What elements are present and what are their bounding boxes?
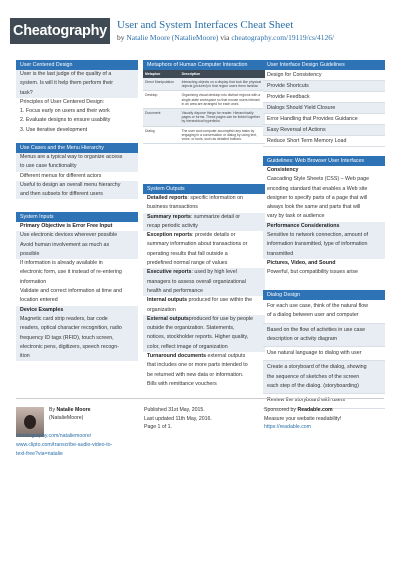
text-line bbox=[143, 231, 265, 240]
page-title: User and System Interfaces Cheat Sheet bbox=[117, 19, 294, 31]
bold-term: Consistency bbox=[267, 167, 299, 173]
footer-links bbox=[16, 432, 112, 459]
section-heading: User Centered Design bbox=[16, 60, 138, 70]
sponsor-name[interactable]: Readable.com bbox=[297, 407, 333, 413]
text-line bbox=[263, 240, 385, 249]
line-text: electronic pens, digitizers, speech recogn- bbox=[20, 343, 119, 350]
text-line bbox=[16, 343, 138, 352]
text-line: Review the storyboard with users bbox=[267, 397, 346, 404]
text-line: Different menus for different actors bbox=[20, 172, 102, 179]
line-text: Bills with remittance vouchers bbox=[147, 380, 217, 387]
bold-term: Exception reports bbox=[147, 232, 193, 239]
text-line bbox=[143, 371, 265, 380]
line-text: that includes one or more parts intended to bbox=[147, 362, 248, 369]
text-line bbox=[143, 296, 265, 305]
section-body bbox=[16, 70, 138, 135]
text-line bbox=[16, 222, 138, 231]
text-line bbox=[143, 240, 265, 249]
text-line: task? bbox=[16, 89, 138, 98]
text-line: User is the last judge of the quality of a bbox=[16, 70, 138, 79]
text-line bbox=[263, 212, 385, 221]
text-line bbox=[143, 250, 265, 259]
text-line bbox=[143, 203, 265, 212]
published-date: Published 31st May, 2015. bbox=[144, 407, 205, 413]
text-line bbox=[16, 324, 138, 333]
text-line bbox=[143, 333, 265, 342]
text-line: each step of the dialog. (storyboarding) bbox=[267, 383, 359, 390]
line-text: vary by task or audience bbox=[267, 213, 325, 220]
line-text: information transmitted, type of information bbox=[267, 241, 368, 248]
line-text: external outputs bbox=[206, 353, 246, 360]
line-text: frequency ID tags (RFID), touch screen, bbox=[20, 334, 114, 341]
text-line bbox=[143, 306, 265, 315]
line-text: managers to assess overall organizational bbox=[147, 278, 246, 285]
table-header-description: Description bbox=[180, 70, 265, 78]
text-line bbox=[143, 361, 265, 370]
text-line: Useful to design an overall menu hierarchy bbox=[16, 181, 138, 190]
metaphor-description: Visually dispose things for reader. Hierarchically pages or forms. These pages can be linked together by hierarchical hyperlinks. bbox=[180, 109, 265, 127]
guidelines-list bbox=[263, 70, 385, 147]
list-item bbox=[263, 347, 385, 361]
metaphor-description: The user and computer accomplish any tasks by engaging in a conversation or dialog by using text, voice, or tools, such as detailed buttons. bbox=[180, 126, 265, 144]
text-line: and then subsets for different users bbox=[16, 190, 138, 199]
bold-term: Internal outputs bbox=[147, 297, 188, 304]
line-text: location entered bbox=[20, 297, 58, 304]
text-line bbox=[16, 259, 138, 268]
line-text: : provide details or bbox=[192, 232, 236, 239]
text-line bbox=[143, 278, 265, 287]
footer-author-name[interactable]: Natalie Moore bbox=[56, 407, 91, 413]
section-heading: Use Cases and the Menu Hierarchy bbox=[16, 143, 138, 153]
text-line bbox=[143, 315, 265, 324]
list-item bbox=[263, 361, 385, 394]
updated-date: Last updated 11th May, 2016. bbox=[144, 415, 212, 422]
text-line: description or activity diagram bbox=[267, 335, 338, 342]
line-text: always look the same and parts that will bbox=[267, 204, 361, 211]
line-text: produced for use by people bbox=[188, 315, 253, 322]
table-header-row bbox=[143, 70, 265, 78]
page-header bbox=[0, 0, 400, 60]
text-line bbox=[16, 287, 138, 296]
table-header-metaphor: Metaphor bbox=[143, 70, 180, 78]
footer-author bbox=[49, 406, 91, 422]
text-line bbox=[263, 222, 385, 231]
guideline-item: Dialogs Should Yield Closure bbox=[263, 103, 385, 114]
text-line bbox=[143, 259, 265, 268]
line-text: health and performance bbox=[147, 287, 203, 294]
line-text: outside the organization. Statements, bbox=[147, 325, 235, 332]
guideline-item: Error Handling that Provides Guidance bbox=[263, 114, 385, 125]
footer-author-handle: (NatalieMoore) bbox=[49, 415, 84, 421]
bold-term: Detailed reports bbox=[147, 195, 188, 201]
line-text: possible bbox=[20, 250, 40, 257]
guideline-item: Provide Feedback bbox=[263, 92, 385, 103]
text-line bbox=[16, 241, 138, 250]
text-line: For each use case, think of the natural flow bbox=[267, 303, 368, 309]
section-heading: Guidelines: Web Browser User Interfaces bbox=[263, 156, 385, 166]
bold-term: Primary Objective is Error Free Input bbox=[20, 223, 113, 229]
section-body bbox=[263, 166, 385, 278]
list-item bbox=[263, 300, 385, 324]
line-text: encoding standard that enables a Web site bbox=[267, 185, 368, 192]
author-link[interactable]: Natalie Moore (NatalieMoore) bbox=[126, 33, 219, 42]
line-text: produced for use within the bbox=[187, 297, 253, 304]
table-row bbox=[143, 109, 265, 127]
footer-by: By bbox=[49, 407, 57, 413]
text-line bbox=[143, 213, 265, 222]
section-ui-guidelines bbox=[263, 60, 385, 147]
sponsor-prefix: Sponsored by bbox=[264, 407, 298, 413]
text-line bbox=[263, 231, 385, 240]
byline bbox=[117, 33, 334, 42]
cheatography-logo[interactable]: Cheatography bbox=[10, 18, 110, 44]
line-text: readers, optical character recognition, radio bbox=[20, 325, 122, 332]
metaphor-name: Document bbox=[143, 109, 180, 127]
text-line bbox=[16, 334, 138, 343]
guideline-item: Design for Consistency bbox=[263, 70, 385, 81]
text-line: Use natural language to dialog with user bbox=[267, 350, 362, 357]
line-text: Use electronic devices wherever possible bbox=[20, 232, 118, 239]
line-text: electronic form, use it instead of re-entering bbox=[20, 269, 122, 276]
text-line bbox=[16, 278, 138, 287]
text-line: Create a storyboard of the dialog, showing bbox=[267, 364, 367, 371]
footer-publish-info bbox=[144, 406, 212, 432]
line-text: : summarize detail or bbox=[190, 213, 241, 220]
text-line bbox=[263, 250, 385, 259]
section-body bbox=[143, 194, 265, 389]
line-text: recap periodic activity bbox=[147, 222, 198, 229]
metaphor-name: Desktop bbox=[143, 91, 180, 109]
section-heading: System Outputs bbox=[143, 184, 265, 194]
line-text: transmitted bbox=[267, 250, 294, 257]
footer-link-clipto[interactable]: www.clipto.com/transcribe-audio-video-to- bbox=[16, 442, 113, 448]
text-line bbox=[263, 175, 385, 184]
bold-term: Executive reports bbox=[147, 269, 192, 276]
section-heading: Metaphors of Human Computer Interaction bbox=[143, 60, 265, 70]
text-line bbox=[263, 194, 385, 203]
section-heading: System Inputs bbox=[16, 212, 138, 222]
byline-via: via bbox=[218, 33, 232, 42]
line-text: Validate and correct information at time and bbox=[20, 288, 123, 295]
line-text: notices, stockholder reports. Higher quality, bbox=[147, 334, 249, 341]
guideline-item: Provide Shortcuts bbox=[263, 81, 385, 92]
bold-term: Device Examples bbox=[20, 306, 64, 313]
text-line bbox=[16, 352, 138, 361]
section-user-centered-design bbox=[16, 60, 138, 135]
byline-prefix: by bbox=[117, 33, 127, 42]
text-line bbox=[263, 166, 385, 175]
section-heading: User Interface Design Guidelines bbox=[263, 60, 385, 70]
section-heading: Dialog Design bbox=[263, 290, 385, 300]
text-line bbox=[143, 194, 265, 203]
section-body bbox=[16, 222, 138, 361]
section-web-browser-guidelines bbox=[263, 156, 385, 278]
footer-sponsor bbox=[264, 406, 341, 432]
sponsor-url-link[interactable]: https://readable.com bbox=[264, 424, 312, 430]
bold-term: Summary reports bbox=[147, 213, 191, 220]
text-line: Based on the flow of activities in use case bbox=[267, 326, 366, 333]
section-use-cases-menu bbox=[16, 143, 138, 199]
text-line: 1. Focus early on users and their work bbox=[20, 108, 110, 115]
text-line bbox=[143, 222, 265, 231]
bold-term: External outputs bbox=[147, 315, 189, 322]
line-text: color, reflect image of organization bbox=[147, 343, 228, 350]
line-text: designer to specify parts of a page that will bbox=[267, 194, 368, 201]
section-metaphors bbox=[143, 60, 265, 144]
section-dialog-design bbox=[263, 290, 385, 409]
guideline-item: Reduce Short Term Memory Load bbox=[263, 136, 385, 147]
text-line: system. Is will it help them perform their bbox=[16, 79, 138, 88]
table-row bbox=[143, 91, 265, 109]
line-text: operating results that fall outside a bbox=[147, 250, 228, 257]
line-text: business transactions bbox=[147, 204, 198, 211]
text-line bbox=[143, 380, 265, 389]
text-line bbox=[16, 268, 138, 277]
footer-link-clipto-cont[interactable]: text-free?via=natalie bbox=[16, 451, 63, 457]
text-line: 3. Use iterative development bbox=[20, 126, 88, 133]
text-line bbox=[16, 250, 138, 259]
text-line bbox=[143, 343, 265, 352]
text-line bbox=[16, 315, 138, 324]
line-text: Sensitive to network connection, amount of bbox=[267, 232, 368, 239]
line-text: predefined normal range of values bbox=[147, 260, 228, 267]
line-text: : specific information on bbox=[187, 195, 243, 201]
line-text: : used by high level bbox=[191, 269, 237, 276]
line-text: Cascading Style Sheets (CSS) – Web page bbox=[267, 176, 370, 183]
text-line bbox=[143, 287, 265, 296]
footer-link-profile[interactable]: cheatography.com/nataliemoore/ bbox=[16, 433, 92, 439]
line-text: If information is already available in bbox=[20, 260, 103, 267]
line-text: Avoid human involvement as much as bbox=[20, 241, 110, 248]
table-row bbox=[143, 78, 265, 91]
page-number: Page 1 of 1. bbox=[144, 424, 172, 430]
text-line bbox=[143, 324, 265, 333]
text-line bbox=[263, 268, 385, 277]
line-text: summary information about transactions or bbox=[147, 241, 248, 248]
line-text: information bbox=[20, 278, 47, 285]
section-body bbox=[16, 153, 138, 199]
list-item bbox=[263, 324, 385, 348]
text-line: 2. Evaluate designs to ensure usability bbox=[20, 117, 111, 124]
text-line bbox=[16, 306, 138, 315]
line-text: Magnetic card strip readers, bar code bbox=[20, 315, 108, 322]
line-text: organization bbox=[147, 306, 176, 313]
text-line: to use case functionality bbox=[16, 162, 138, 171]
line-text: Powerful, but compatibility issues arise bbox=[267, 269, 358, 276]
section-body bbox=[263, 300, 385, 409]
metaphor-description: Interacting objects on a display that look like physical objects (pictured) in that region users them familiar. bbox=[180, 78, 265, 91]
metaphor-name: Direct Manipulation bbox=[143, 78, 180, 91]
metaphors-table bbox=[143, 70, 265, 144]
bold-term: Performance Considerations bbox=[267, 222, 340, 229]
metaphor-description: Organizing visual desktop into distinct regions with a single-state workspace so that mouse users interact in an area are arranged for each work. bbox=[180, 91, 265, 109]
text-line: Principles of User Centered Design: bbox=[20, 98, 105, 105]
text-line bbox=[16, 231, 138, 240]
line-text: be returned with new data or information. bbox=[147, 371, 244, 378]
bold-term: Turnaround documents bbox=[147, 353, 207, 360]
guideline-item: Easy Reversal of Actions bbox=[263, 125, 385, 136]
section-system-inputs bbox=[16, 212, 138, 361]
text-line: of a dialog between user and computer bbox=[267, 312, 359, 319]
metaphor-name: Dialog bbox=[143, 126, 180, 144]
table-row bbox=[143, 126, 265, 144]
sheet-url-link[interactable]: cheatography.com/19119/cs/4126/ bbox=[231, 33, 335, 42]
section-system-outputs bbox=[143, 184, 265, 389]
sponsor-text: Measure your website readability! bbox=[264, 415, 342, 422]
bold-term: Pictures, Video, and Sound bbox=[267, 259, 336, 266]
text-line bbox=[263, 185, 385, 194]
line-text: ition bbox=[20, 353, 30, 360]
text-line: the sequence of sketches of the screen bbox=[267, 373, 360, 380]
text-line bbox=[16, 296, 138, 305]
text-line bbox=[143, 268, 265, 277]
text-line: Menus are a typical way to organize access bbox=[16, 153, 138, 162]
text-line bbox=[143, 352, 265, 361]
text-line bbox=[263, 259, 385, 268]
text-line bbox=[263, 203, 385, 212]
